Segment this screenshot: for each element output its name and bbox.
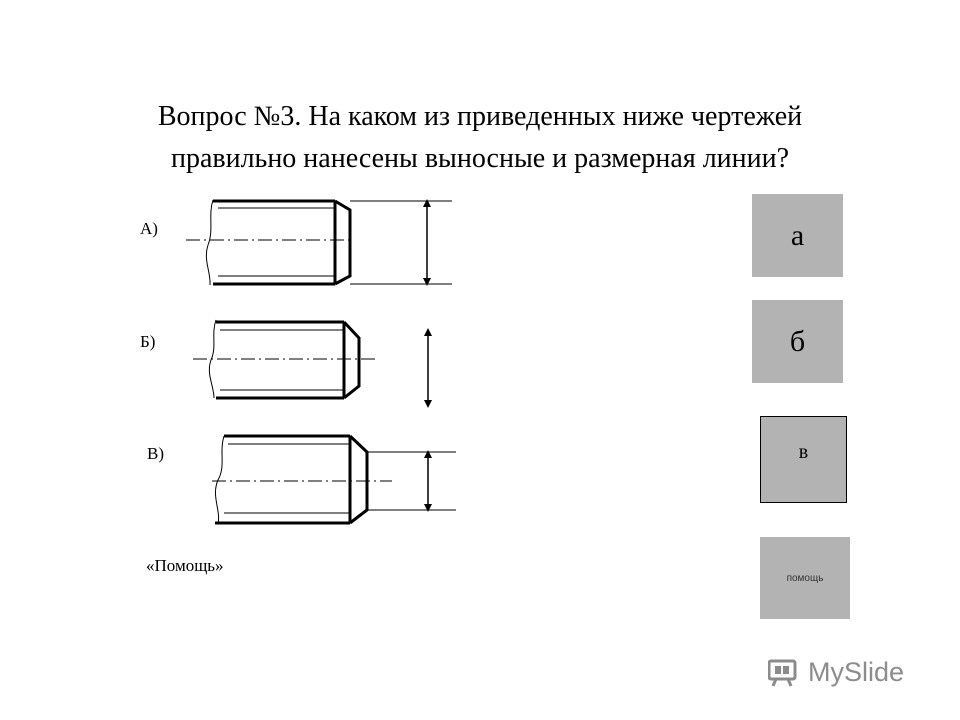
answer-a-button[interactable]: а [752,194,843,277]
drawing-a-label: А) [140,219,158,238]
question-line-2: правильно нанесены выносные и размерная линии? [170,143,790,174]
drawing-b-chamfer [344,322,359,398]
drawing-v-break-line [215,436,224,524]
drawing-v-chamfer [350,436,367,523]
drawing-b-label: Б) [140,332,156,351]
question-line-1: Вопрос №3. На каком из приведенных ниже чертежей [157,101,803,132]
watermark [768,654,904,690]
answer-b-button[interactable]: б [752,300,843,383]
drawing-a-break-line [206,200,213,285]
drawing-b [193,320,428,404]
drawing-v-label: В) [147,444,164,463]
help-button[interactable]: помощь [760,537,850,619]
projector-icon [768,657,802,687]
help-label: «Помощь» [146,556,224,575]
drawing-a [186,200,452,285]
watermark-text: MySlide [808,656,905,687]
answer-v-button[interactable]: в [760,416,847,503]
drawing-a-chamfer [335,201,350,284]
drawing-v [212,436,456,524]
